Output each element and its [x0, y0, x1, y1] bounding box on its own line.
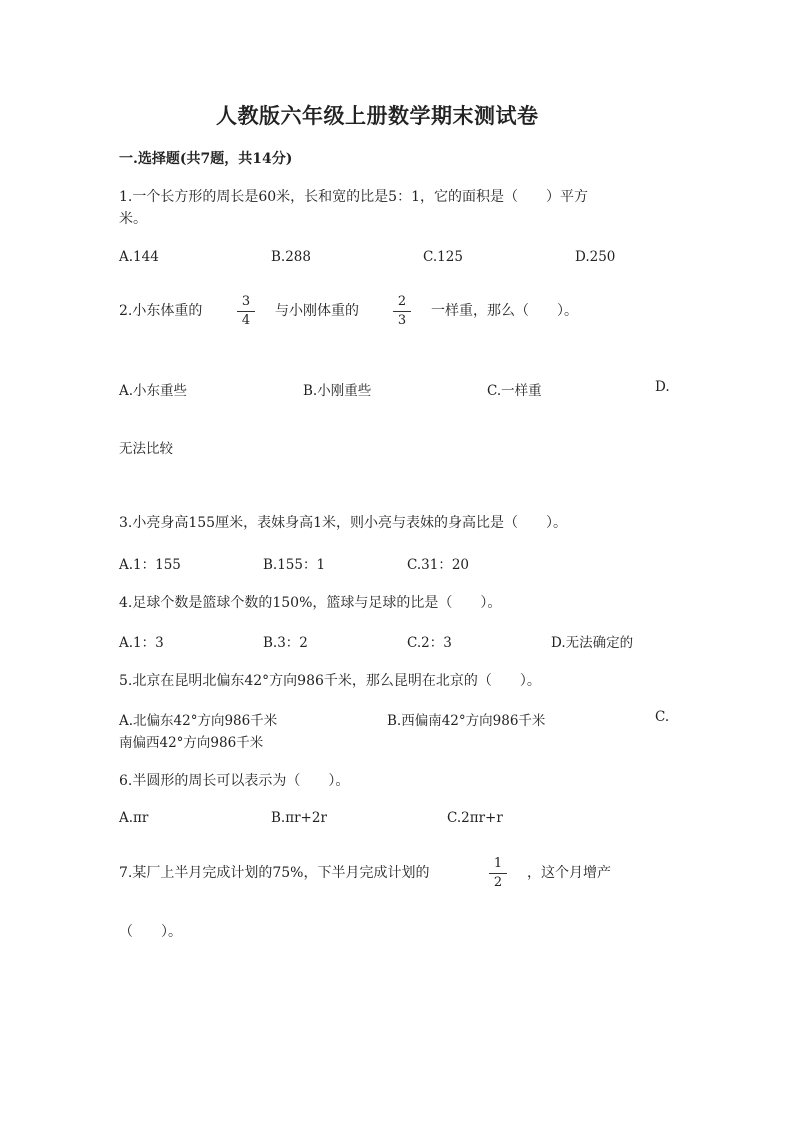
fraction-denominator: 2	[493, 875, 503, 890]
q5-option-a[interactable]: A.北偏东42°方向986千米	[119, 713, 278, 729]
fraction-numerator: 1	[493, 856, 503, 871]
fraction-3-4	[237, 295, 255, 328]
fraction-denominator: 4	[241, 313, 251, 328]
fraction-numerator: 3	[241, 294, 251, 309]
fraction-numerator: 2	[397, 294, 407, 309]
q4-option-a[interactable]: A.1：3	[119, 635, 164, 651]
fraction-bar	[393, 311, 411, 312]
fraction-denominator: 3	[397, 313, 407, 328]
question-6: 6.半圆形的周长可以表示为（ ）。	[119, 773, 350, 789]
q1-option-d[interactable]: D.250	[575, 249, 616, 265]
q1-option-c[interactable]: C.125	[423, 249, 463, 265]
question-7-line-2: （ ）。	[119, 924, 182, 940]
page-title: 人教版六年级上册数学期末测试卷	[216, 103, 539, 128]
q4-option-b[interactable]: B.3：2	[263, 635, 308, 651]
question-1-line-2: 米。	[119, 211, 147, 227]
q3-option-c[interactable]: C.31：20	[407, 557, 469, 573]
question-7-part-2: ，这个月增产	[527, 865, 611, 881]
q2-option-a[interactable]: A.小东重些	[119, 383, 188, 399]
q1-option-a[interactable]: A.144	[119, 249, 159, 265]
fraction-2-3	[393, 295, 411, 328]
q2-option-d-continued[interactable]: 无法比较	[119, 441, 173, 457]
question-2-part-2: 与小刚体重的	[275, 303, 359, 319]
q4-option-c[interactable]: C.2：3	[407, 635, 452, 651]
q1-option-b[interactable]: B.288	[271, 249, 311, 265]
q2-option-b[interactable]: B.小刚重些	[303, 383, 372, 399]
question-5: 5.北京在昆明北偏东42°方向986千米，那么昆明在北京的（ ）。	[119, 673, 541, 689]
q5-option-b[interactable]: B.西偏南42°方向986千米	[387, 713, 546, 729]
question-4: 4.足球个数是篮球个数的150%，篮球与足球的比是（ ）。	[119, 595, 502, 611]
q6-option-c[interactable]: C.2πr+r	[447, 810, 503, 826]
question-2-part-3: 一样重，那么（ ）。	[431, 303, 578, 319]
q4-option-d[interactable]: D.无法确定的	[551, 635, 634, 651]
q2-option-d[interactable]: D.	[655, 379, 670, 395]
section-heading: 一.选择题(共7题，共14分)	[119, 151, 293, 167]
q5-option-c-continued[interactable]: 南偏西42°方向986千米	[119, 735, 264, 751]
fraction-bar	[237, 311, 255, 312]
question-1-line-1: 1.一个长方形的周长是60米，长和宽的比是5：1，它的面积是（ ）平方	[119, 189, 588, 205]
fraction-1-2	[489, 857, 507, 890]
question-2-part-1: 2.小东体重的	[119, 303, 203, 319]
q6-option-a[interactable]: A.πr	[119, 810, 149, 826]
fraction-bar	[489, 873, 507, 874]
q2-option-c[interactable]: C.一样重	[487, 383, 542, 399]
q3-option-b[interactable]: B.155：1	[263, 557, 326, 573]
q3-option-a[interactable]: A.1：155	[119, 557, 181, 573]
q6-option-b[interactable]: B.πr+2r	[271, 810, 327, 826]
question-7-part-1: 7.某厂上半月完成计划的75%，下半月完成计划的	[119, 865, 430, 881]
q5-option-c[interactable]: C.	[655, 709, 670, 725]
question-3: 3.小亮身高155厘米，表妹身高1米，则小亮与表妹的身高比是（ ）。	[119, 515, 567, 531]
